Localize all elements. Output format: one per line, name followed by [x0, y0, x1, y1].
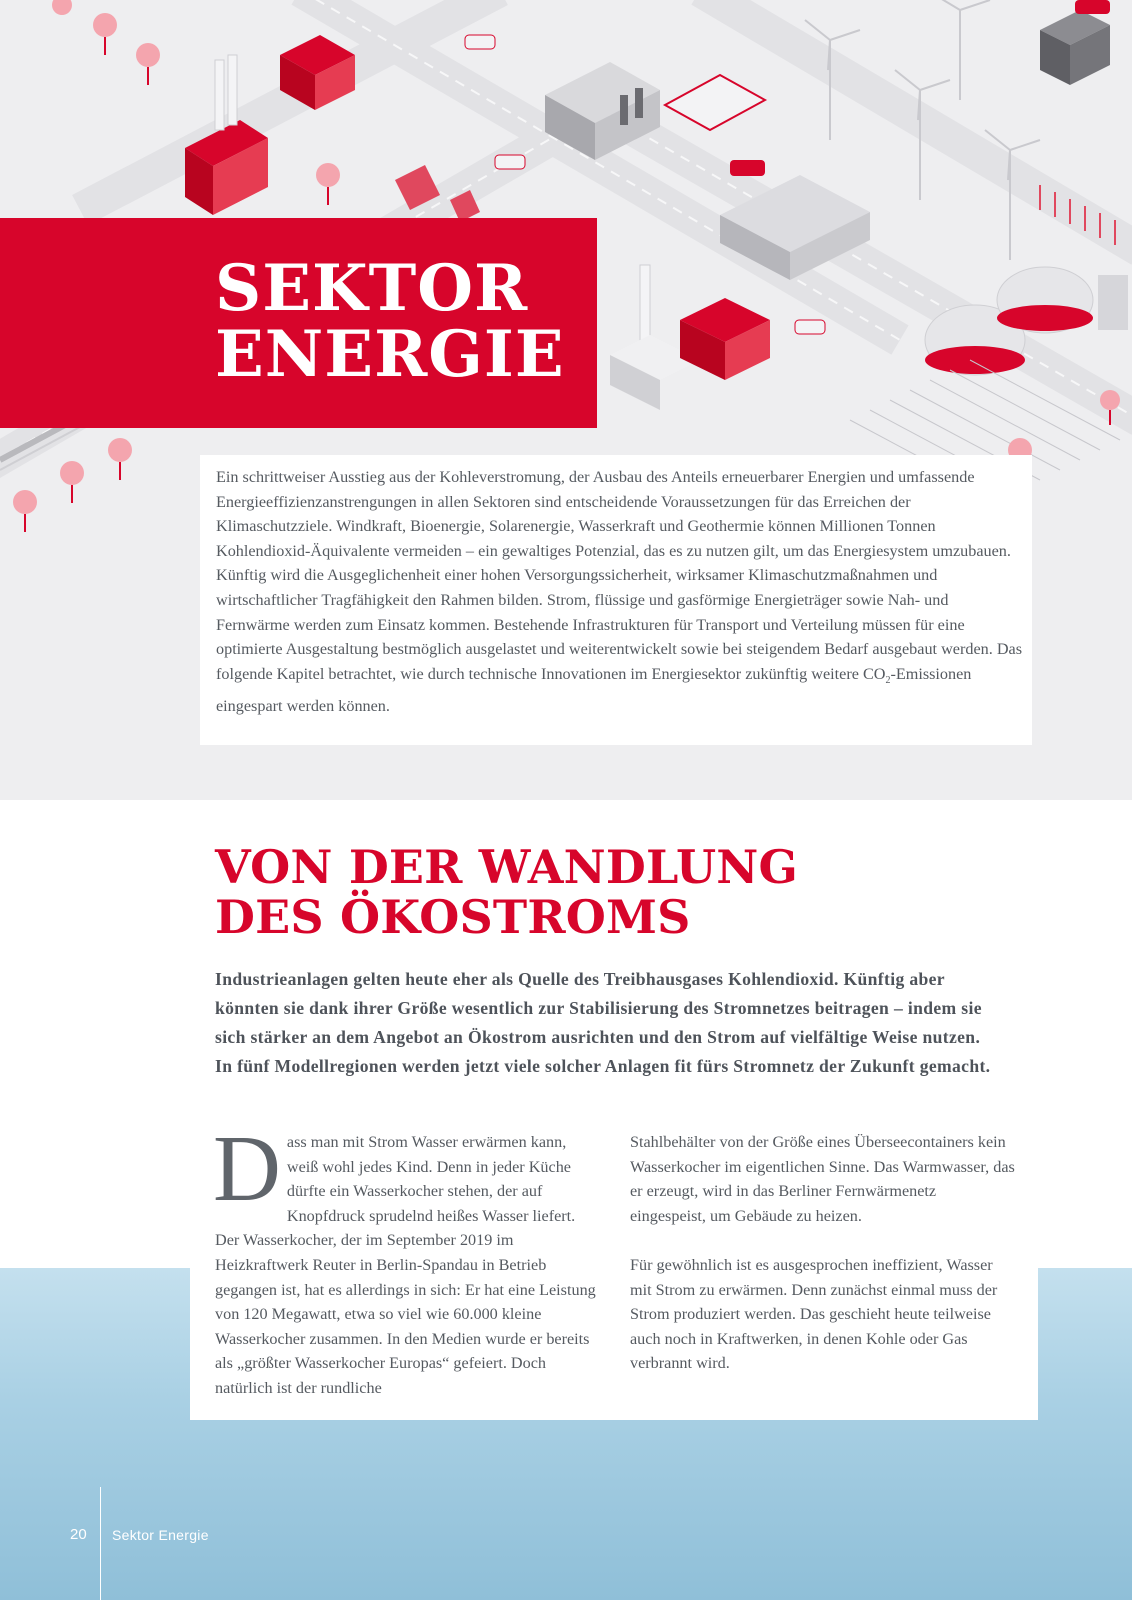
sector-title — [215, 251, 565, 392]
intro-paragraph — [216, 465, 1024, 718]
page-number: 20 — [70, 1526, 87, 1543]
intro-text-main: Ein schrittweiser Ausstieg aus der Kohleverstromung, der Ausbau des Anteils erneuerbarer Energien und umfassende Energieeffizienzanstrengungen in allen Sektoren sind entscheidende Voraussetzungen für das Erreichen der Klimaschutzziele. Windkraft, Bioenergie, Solarenergie, Wasserkraft und Geothermie können Millionen Tonnen Kohlendioxid-Äquivalente vermeiden – ein gewaltiges Potenzial, das es zu nutzen gilt, um das Energiesystem umzubauen. Künftig wird die Ausgeglichenheit einer hohen Versorgungssicherheit, wirksamer Klimaschutzmaßnahmen und wirtschaftlicher Tragfähigkeit den Rahmen bilden. Strom, flüssige und gasförmige Energieträger sowie Nah- und Fernwärme werden zum Einsatz kommen. Bestehende Infrastrukturen für Transport und Verteilung müssen für eine optimierte Ausgestaltung bestmöglich ausgelastet und weiterentwickelt sowie bei steigendem Bedarf ausgebaut werden. Das folgende Kapitel betrachtet, wie durch technische Innovationen im Energiesektor zukünftig weitere CO — [216, 468, 1022, 683]
body-paragraph-3: Für gewöhnlich ist es ausgesprochen ineffizient, Wasser mit Strom zu erwärmen. Denn zunächst einmal muss der Strom produziert werden. Das geschieht heute teilweise auch noch in Kraftwerken, in denen Kohle oder Gas verbrannt wird. — [630, 1255, 998, 1373]
headline-line1: VON DER WANDLUNG — [215, 840, 799, 894]
sector-title-line2: ENERGIE — [215, 317, 565, 392]
footer-section-name: Sektor Energie — [112, 1527, 209, 1543]
paragraph-gap — [630, 1228, 1015, 1253]
intro-text-end: -Emissionen eingespart werden können. — [216, 664, 972, 715]
article-headline — [215, 842, 798, 942]
headline-line2: DES ÖKOSTROMS — [215, 890, 691, 944]
body-column-left — [213, 1117, 600, 1401]
sector-title-line1: SEKTOR — [215, 251, 529, 326]
intro-subscript: 2 — [885, 674, 891, 686]
power-plant — [610, 265, 770, 410]
title-banner — [0, 218, 597, 428]
body-paragraph-2: Stahlbehälter von der Größe eines Überseecontainers kein Wasserkocher im eigentlichen Sinne. Das Warmwasser, das er erzeugt, wird in das Berliner Fernwärmenetz eingespeist, um Gebäude zu heizen. — [630, 1133, 1015, 1225]
footer-divider — [100, 1487, 101, 1600]
body-col1-text: ass man mit Strom Wasser erwärmen kann, weiß wohl jedes Kind. Denn in jeder Küche dürfte ein Wasserkocher stehen, der auf Knopfdruck sprudelnd heißes Wasser liefert. Der Wasserkocher, der im September 2019 im Heizkraftwerk Reuter in Berlin-Spandau in Betrieb gegangen ist, hat es allerdings in sich: Er hat eine Leistung von 120 Megawatt, etwa so viel wie 60.000 kleine Wasserkocher zusammen. In den Medien wurde er bereits als „größter Wasserkocher Europas“ gefeiert. Doch natürlich ist der rundliche — [215, 1133, 596, 1397]
intro-box — [200, 455, 1032, 745]
body-paragraph-1 — [213, 1117, 600, 1401]
article-lead: Industrieanlagen gelten heute eher als Quelle des Treibhausgases Kohlendioxid. Künftig aber könnten sie dank ihrer Größe wesentlich zur Stabilisierung des Stromnetzes beitragen – indem sie sich stärker an dem Angebot an Ökostrom ausrichten und den Strom auf vielfältige Weise nutzen. In fünf Modellregionen werden jetzt viele solcher Anlagen fit fürs Stromnetz der Zukunft gemacht. — [215, 969, 991, 1076]
dropcap: D — [213, 1117, 281, 1221]
body-column-right — [630, 1130, 1015, 1376]
